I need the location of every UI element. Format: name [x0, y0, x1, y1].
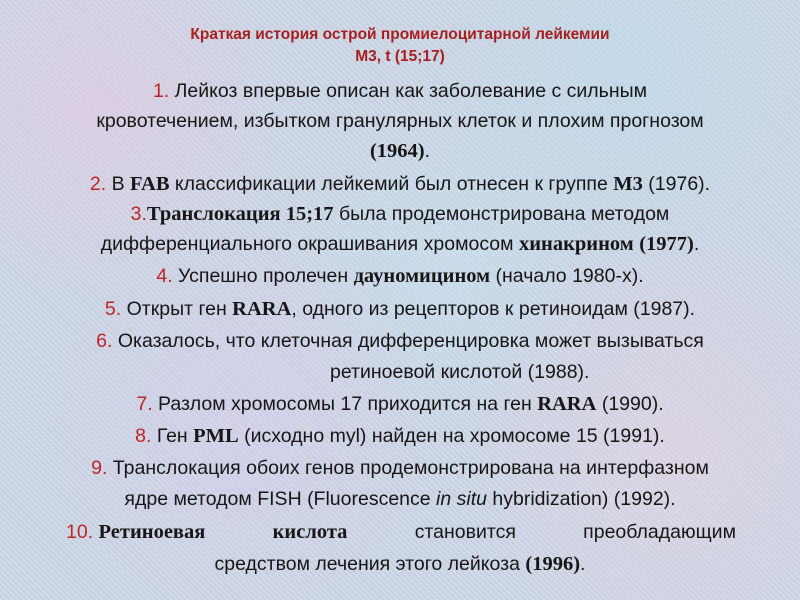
item-9-line-1	[0, 457, 800, 480]
item-10-line-1	[66, 521, 736, 544]
slide-title-line2: М3, t (15;17)	[355, 48, 445, 65]
item-10-line-2	[0, 553, 800, 576]
item-text: hybridization) (1992).	[487, 488, 676, 510]
item-term: кислота	[272, 521, 348, 543]
item-text: Разлом хромосомы 17 приходится на ген	[152, 393, 538, 415]
item-term: Ретиноевая	[98, 521, 206, 543]
item-1-line-1	[0, 80, 800, 103]
item-8-line-1	[0, 425, 800, 448]
item-6-line-1	[0, 330, 800, 353]
item-number: 2.	[89, 173, 107, 195]
item-term: RARA	[232, 298, 292, 320]
item-number: 8.	[135, 425, 152, 447]
slide-title-line1: Краткая история острой промиелоцитарной лейкемии	[190, 26, 610, 43]
item-3-line-2	[0, 233, 800, 256]
item-number: 4.	[156, 265, 173, 287]
item-7-line-1	[0, 393, 800, 416]
item-text: ретиноевой кислотой (1988).	[330, 361, 590, 383]
item-1-line-2	[0, 110, 800, 133]
item-term: дауномицином	[353, 265, 491, 287]
item-text: кровотечением, избытком гранулярных клеток и плохим прогнозом	[96, 110, 704, 132]
item-text: , одного из рецепторов к ретиноидам (1987).	[291, 298, 696, 320]
item-3-line-1	[0, 203, 800, 226]
item-number: 7.	[136, 393, 153, 415]
item-term: FAB	[130, 173, 170, 195]
item-2-line-1	[0, 173, 800, 196]
item-number: 3.	[130, 203, 147, 225]
item-text: Лейкоз впервые описан как заболевание с сильным	[169, 80, 648, 102]
item-number: 6.	[96, 330, 113, 352]
item-text: (1976).	[642, 173, 711, 195]
item-text: средством лечения этого лейкоза	[214, 553, 526, 575]
item-text: Транслокация обоих генов продемонстрирована на интерфазном	[107, 457, 709, 479]
item-text: .	[424, 140, 431, 162]
item-year: (1964)	[369, 140, 425, 162]
item-term: RARA	[537, 393, 597, 415]
item-italic: in situ	[436, 488, 487, 510]
item-6-line-2	[330, 361, 589, 384]
item-text: ядре методом FISH (Fluorescence	[124, 488, 437, 510]
item-text: становится	[414, 521, 516, 543]
item-term: Транслокация 15;17	[146, 203, 334, 225]
item-text: преобладающим	[583, 521, 736, 543]
item-text: Открыт ген	[121, 298, 233, 320]
item-number: 9.	[91, 457, 108, 479]
item-text: классификации лейкемий был отнесен к группе	[169, 173, 614, 195]
item-number: 10.	[66, 521, 94, 543]
item-text: Ген	[151, 425, 194, 447]
item-5-line-1	[0, 298, 800, 321]
item-1-line-3	[0, 140, 800, 163]
item-number: 5.	[104, 298, 122, 320]
item-text: (начало 1980-х).	[490, 265, 644, 287]
item-term: М3	[613, 173, 643, 195]
item-term: хинакрином	[518, 233, 634, 255]
item-text: Оказалось, что клеточная дифференцировка может вызываться	[112, 330, 704, 352]
item-text: .	[693, 233, 700, 255]
item-4-line-1	[0, 265, 800, 288]
item-text: В	[106, 173, 131, 195]
item-9-line-2	[0, 488, 800, 511]
item-text: была продемонстрирована методом	[333, 203, 670, 225]
item-text: Успешно пролечен	[172, 265, 354, 287]
item-10-lead	[66, 521, 205, 544]
item-year: (1996)	[525, 553, 581, 575]
item-text: .	[580, 553, 586, 575]
item-text: (исходно myl) найден на хромосоме 15 (1991).	[238, 425, 665, 447]
item-text: (1990).	[596, 393, 664, 415]
item-term: PML	[193, 425, 239, 447]
item-text: дифференциального окрашивания хромосом	[100, 233, 519, 255]
item-number: 1.	[152, 80, 170, 102]
item-year: (1977)	[639, 233, 694, 255]
